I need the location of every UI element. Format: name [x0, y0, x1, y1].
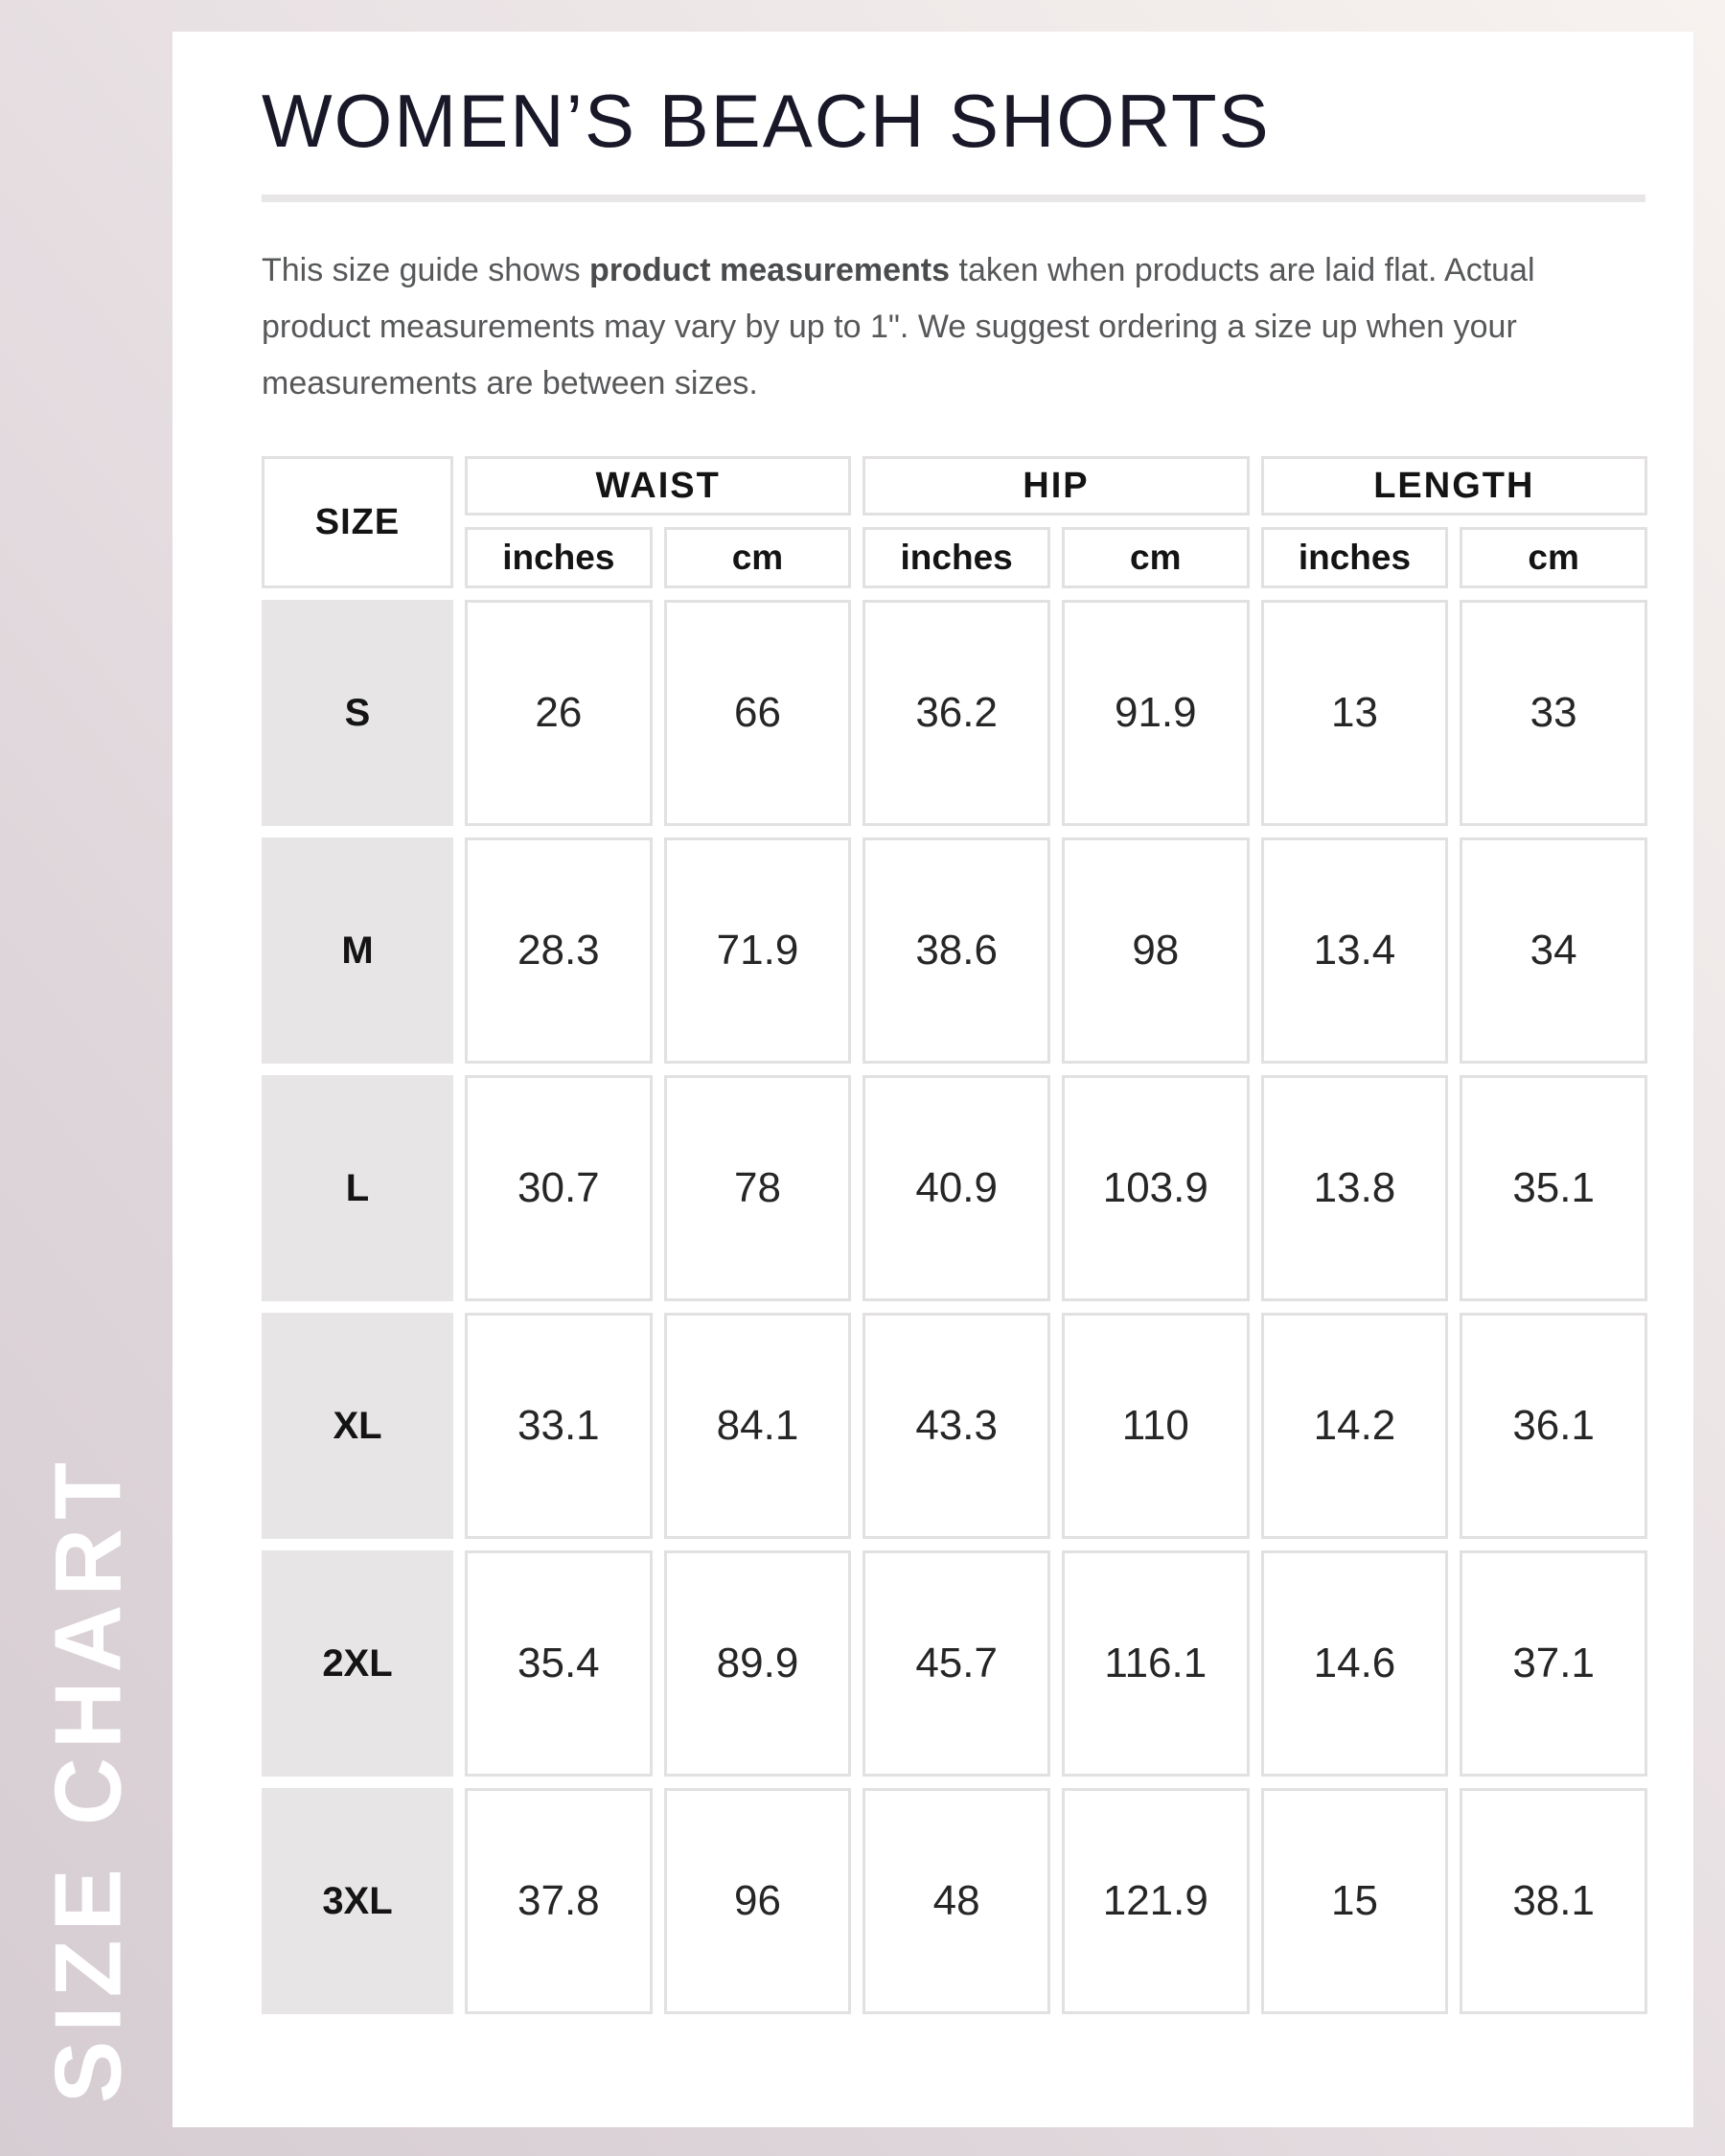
size-row-label: XL [262, 1313, 453, 1539]
value-cell: 36.2 [862, 600, 1050, 826]
table-row [262, 1550, 1647, 1777]
value-cell: 14.6 [1261, 1550, 1449, 1777]
waist-inches-header: inches [465, 527, 653, 588]
value-cell: 37.1 [1460, 1550, 1647, 1777]
value-cell: 13.4 [1261, 837, 1449, 1064]
size-row-label: M [262, 837, 453, 1064]
hip-cm-header: cm [1062, 527, 1250, 588]
value-cell: 35.4 [465, 1550, 653, 1777]
value-cell: 91.9 [1062, 600, 1250, 826]
table-row [262, 1075, 1647, 1301]
size-row-label: S [262, 600, 453, 826]
title-divider [262, 195, 1645, 202]
value-cell: 116.1 [1062, 1550, 1250, 1777]
page-title: WOMEN’S BEACH SHORTS [262, 79, 1271, 163]
intro-paragraph [262, 242, 1645, 412]
value-cell: 38.6 [862, 837, 1050, 1064]
value-cell: 13 [1261, 600, 1449, 826]
value-cell: 34 [1460, 837, 1647, 1064]
value-cell: 28.3 [465, 837, 653, 1064]
table-row [262, 1313, 1647, 1539]
waist-group-header: WAIST [465, 456, 851, 516]
size-row-label: L [262, 1075, 453, 1301]
intro-text-after: taken when products are laid flat. Actual product measurements may vary by up to 1". We suggest ordering a size up when your measurements are between sizes. [262, 252, 1535, 401]
size-row-label: 3XL [262, 1788, 453, 2014]
value-cell: 14.2 [1261, 1313, 1449, 1539]
value-cell: 43.3 [862, 1313, 1050, 1539]
intro-text-bold: product measurements [589, 252, 951, 288]
value-cell: 38.1 [1460, 1788, 1647, 2014]
value-cell: 15 [1261, 1788, 1449, 2014]
value-cell: 48 [862, 1788, 1050, 2014]
value-cell: 66 [664, 600, 852, 826]
size-chart-card [172, 32, 1693, 2127]
table-row [262, 837, 1647, 1064]
value-cell: 13.8 [1261, 1075, 1449, 1301]
value-cell: 26 [465, 600, 653, 826]
value-cell: 96 [664, 1788, 852, 2014]
value-cell: 78 [664, 1075, 852, 1301]
intro-text-before: This size guide shows [262, 252, 590, 288]
length-cm-header: cm [1460, 527, 1647, 588]
value-cell: 33.1 [465, 1313, 653, 1539]
value-cell: 30.7 [465, 1075, 653, 1301]
waist-cm-header: cm [664, 527, 852, 588]
size-row-label: 2XL [262, 1550, 453, 1777]
value-cell: 121.9 [1062, 1788, 1250, 2014]
unit-header-row [262, 527, 1647, 588]
value-cell: 110 [1062, 1313, 1250, 1539]
value-cell: 84.1 [664, 1313, 852, 1539]
hip-inches-header: inches [862, 527, 1050, 588]
value-cell: 103.9 [1062, 1075, 1250, 1301]
value-cell: 33 [1460, 600, 1647, 826]
size-column-header: SIZE [262, 456, 453, 588]
value-cell: 36.1 [1460, 1313, 1647, 1539]
value-cell: 40.9 [862, 1075, 1050, 1301]
hip-group-header: HIP [862, 456, 1249, 516]
value-cell: 35.1 [1460, 1075, 1647, 1301]
length-group-header: LENGTH [1261, 456, 1647, 516]
table-row [262, 1788, 1647, 2014]
value-cell: 71.9 [664, 837, 852, 1064]
length-inches-header: inches [1261, 527, 1449, 588]
table-row [262, 600, 1647, 826]
value-cell: 98 [1062, 837, 1250, 1064]
group-header-row [262, 456, 1647, 516]
value-cell: 37.8 [465, 1788, 653, 2014]
size-table [250, 445, 1659, 2026]
vertical-size-chart-label: SIZE CHART [34, 1454, 141, 2103]
value-cell: 89.9 [664, 1550, 852, 1777]
value-cell: 45.7 [862, 1550, 1050, 1777]
